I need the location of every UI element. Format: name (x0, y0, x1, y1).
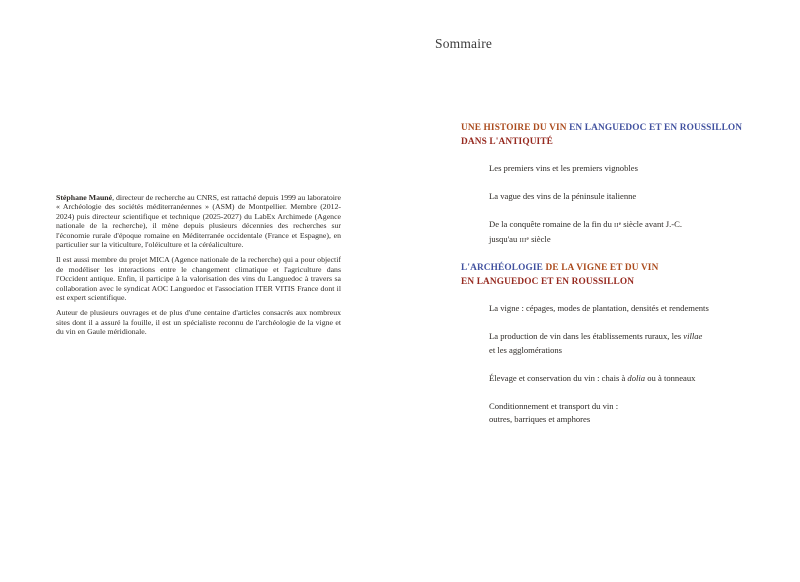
text-run: e (526, 235, 529, 242)
section-heading (461, 121, 781, 149)
toc-entry-line (489, 302, 781, 316)
text-run: La vigne : cépages, modes de plantation, densités et rendements (489, 303, 709, 314)
toc-entry-line (489, 162, 781, 176)
text-run: II (614, 221, 619, 229)
text-run: , directeur de recherche au CNRS, est rattaché depuis 1999 au laboratoire « Archéologie des sociétés méditerranéennes » (ASM) de Montpellier. Membre (2012-2024) puis directeur scientifique et technique (2025-2027) du LabEx Archimede (Agence nationale de la recherche), il mène depuis plusieurs décennies des recherches sur l'économie rurale d'époque romaine en Méditerranée occidentale (France et Espagne), en particulier sur la viticulture, l'oléiculture et la céréaliculture. (56, 193, 341, 250)
text-run: jusqu'au (489, 233, 520, 244)
text-run: Conditionnement et transport du vin : (489, 400, 619, 411)
author-bio (56, 193, 341, 343)
section-heading-line (461, 275, 781, 289)
text-run: outres, barriques et amphores (489, 414, 591, 425)
text-run: L'ARCHÉOLOGIE (461, 263, 546, 274)
toc-entry-line (489, 330, 781, 344)
section-heading (461, 261, 781, 289)
text-run: villae (683, 331, 703, 342)
text-run: Les premiers vins et les premiers vignobles (489, 163, 638, 173)
text-run: ou à tonneaux (645, 372, 696, 383)
section-heading-line (461, 261, 781, 275)
text-run: DE LA VIGNE ET DU VIN (545, 263, 659, 274)
text-run: UNE HISTOIRE DU VIN (461, 123, 570, 133)
bio-paragraph (56, 255, 341, 302)
text-run: DANS L'ANTIQUITÉ (461, 137, 554, 147)
text-run: La production de vin dans les établissements ruraux, les (489, 331, 684, 342)
toc-entry-line (489, 413, 781, 427)
toc-entry (489, 190, 781, 204)
toc-entry-line (489, 190, 781, 204)
bio-paragraph (56, 308, 341, 336)
table-of-contents (461, 121, 781, 441)
text-run: siècle avant J.-C. (621, 218, 683, 229)
bio-paragraph (56, 193, 341, 249)
toc-entry (489, 302, 781, 316)
text-run: Auteur de plusieurs ouvrages et de plus d'une centaine d'articles consacrés aux nombreux sites dont il a assuré la fouille, il est un spécialiste reconnu de l'archéologie de la vigne et du vin en Gaule méridionale. (56, 308, 341, 337)
text-run: e (618, 220, 622, 227)
toc-entry (489, 218, 781, 248)
toc-entry-line (489, 344, 781, 358)
text-run: De la conquête romaine de la fin du (489, 218, 615, 229)
toc-entry-line (489, 400, 781, 414)
text-run: EN LANGUEDOC ET EN ROUSSILLON (461, 277, 635, 288)
page-title: Sommaire (435, 36, 493, 51)
text-run: siècle (528, 233, 551, 244)
toc-entry (489, 372, 781, 386)
section-heading-line (461, 121, 781, 135)
section-heading-line (461, 135, 781, 149)
text-run: Élevage et conservation du vin : chais à (489, 372, 628, 383)
text-run: dolia (627, 372, 646, 383)
section-entries (489, 162, 781, 247)
text-run: et les agglomérations (489, 345, 563, 356)
toc-entry (489, 162, 781, 176)
text-run: Stéphane Mauné (56, 193, 113, 202)
toc-section-archeologie (461, 261, 781, 427)
section-entries (489, 302, 781, 427)
text-run: Il est aussi membre du projet MICA (Agence nationale de la recherche) qui a pour objectif de modéliser les interactions entre le changement climatique et l'agriculture dans l'Occident antique. Enfin, il participe à la valorisation des vins du Languedoc à travers sa collaboration avec le syndicat AOC Languedoc et l'association ITER VITIS France dont il est expert scientifique. (56, 255, 341, 303)
toc-entry-line (489, 218, 781, 233)
toc-entry (489, 330, 781, 358)
text-run: III (519, 236, 527, 244)
toc-entry-line (489, 372, 781, 386)
text-run: EN LANGUEDOC ET EN ROUSSILLON (569, 123, 743, 133)
toc-section-histoire-du-vin (461, 121, 781, 247)
toc-entry (489, 400, 781, 428)
toc-entry-line (489, 233, 781, 248)
text-run: La vague des vins de la péninsule italienne (489, 190, 637, 201)
